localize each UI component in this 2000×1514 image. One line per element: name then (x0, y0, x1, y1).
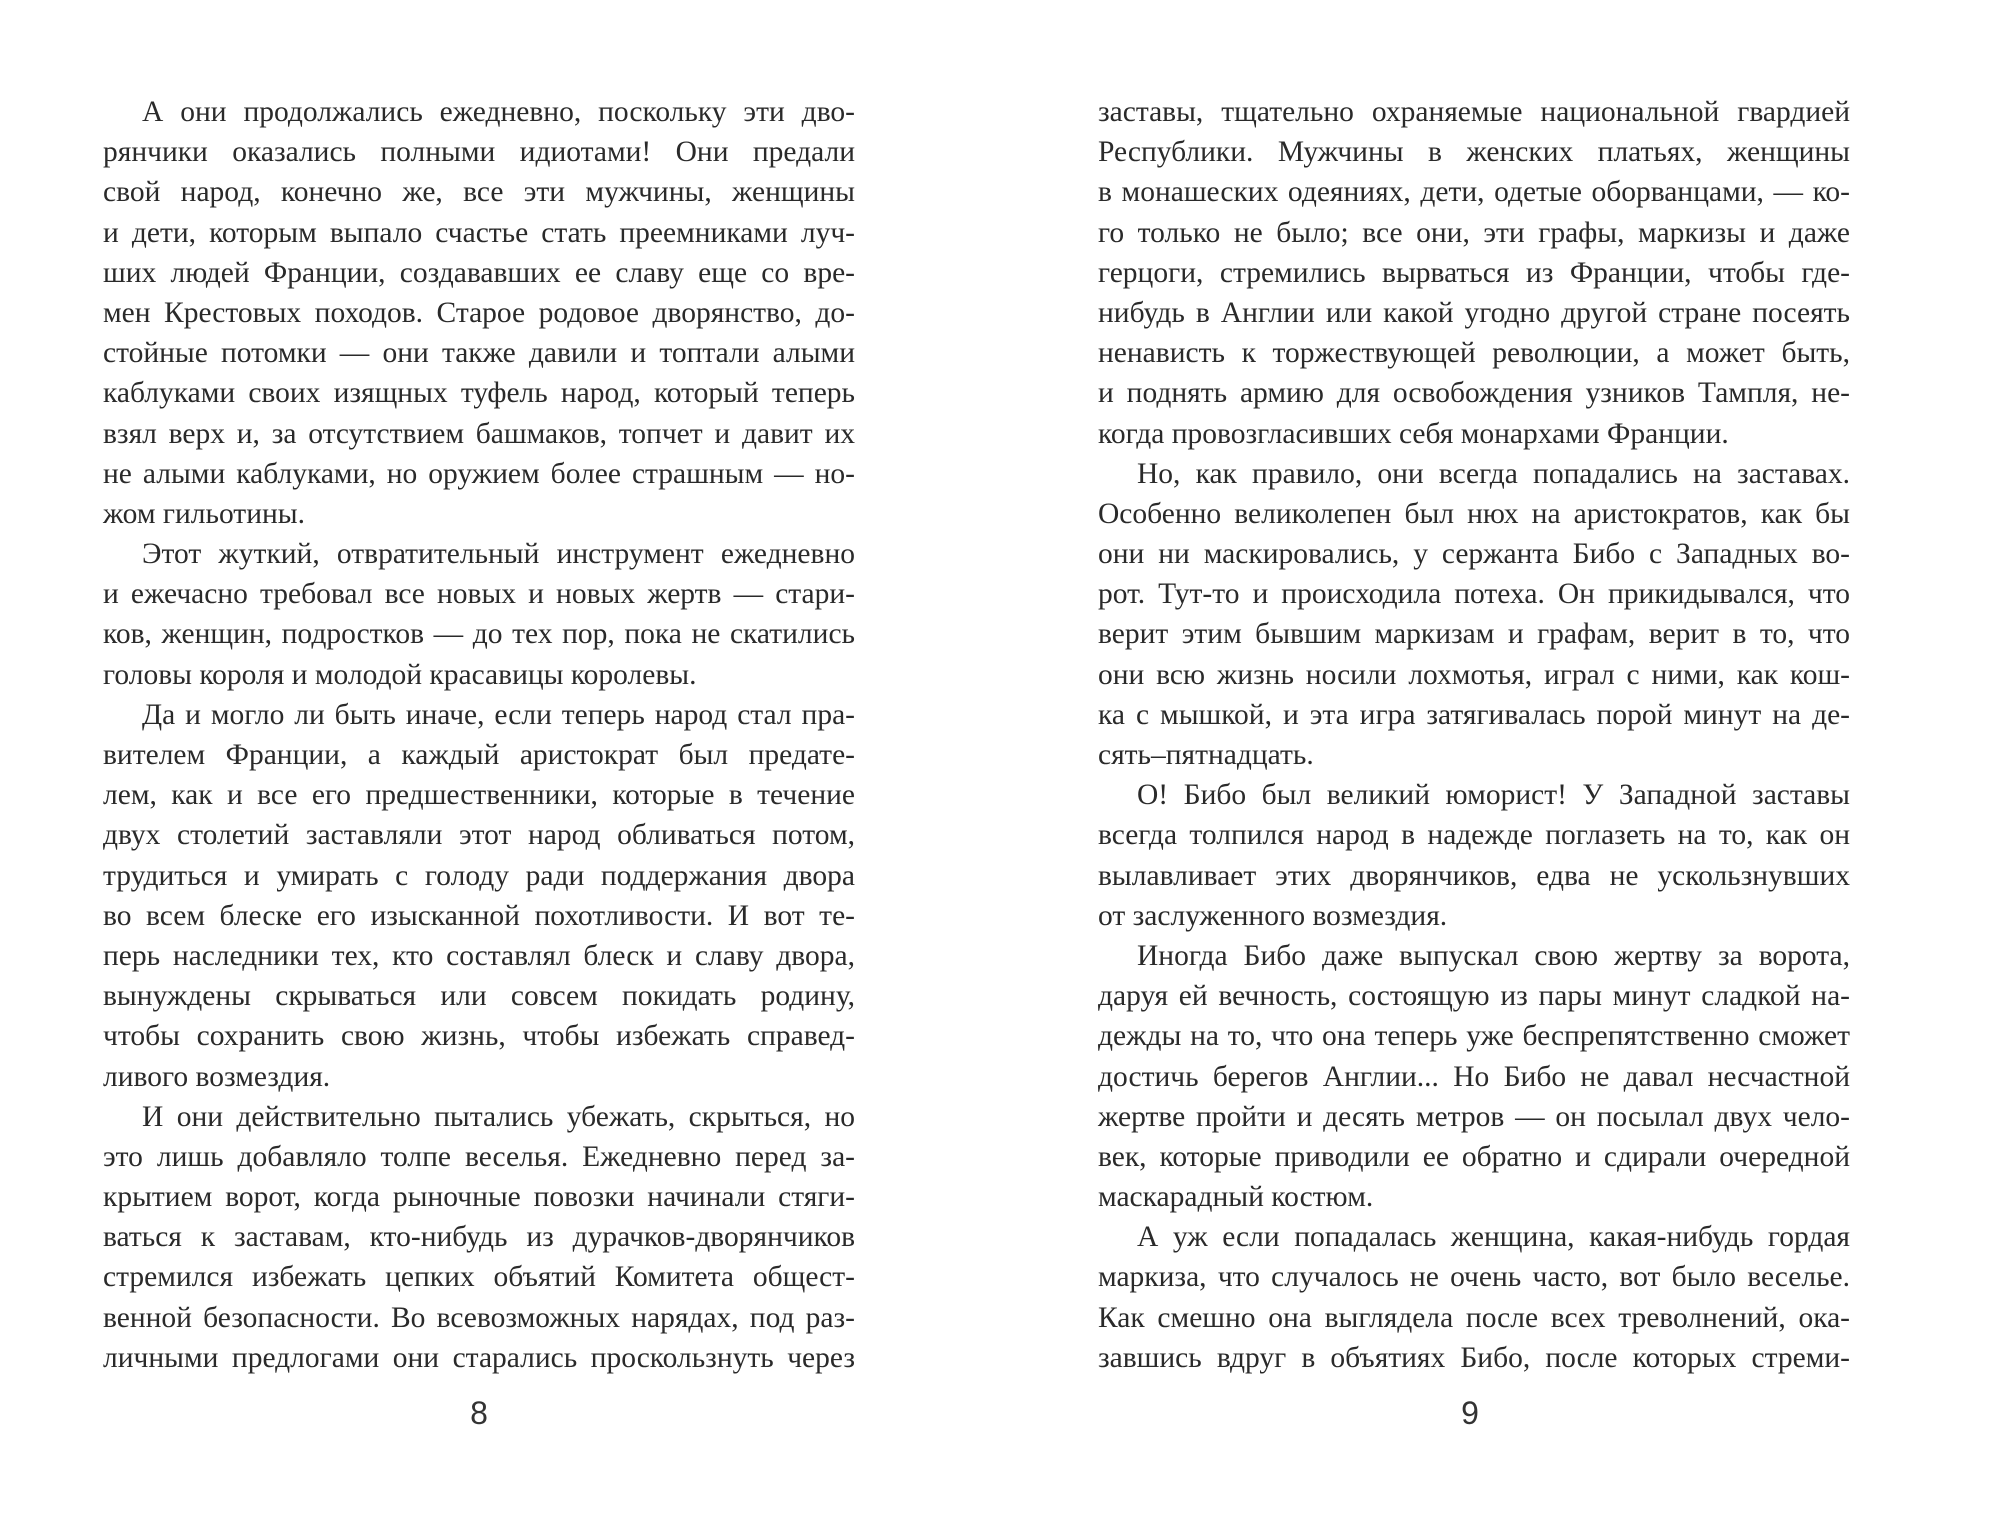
text-line: они ни маскировались, у сержанта Бибо с Западных во- (1098, 538, 1850, 571)
text-line: и ежечасно требовал все новых и новых жертв — стари- (103, 578, 855, 611)
text-line: во всем блеске его изысканной похотливости. И вот те- (103, 899, 855, 932)
right-page-body (1098, 92, 1850, 1378)
text-line: свой народ, конечно же, все эти мужчины, женщины (103, 176, 855, 209)
text-line: достичь берегов Англии... Но Бибо не давал несчастной (1098, 1060, 1850, 1093)
text-line: лем, как и все его предшественники, которые в течение (103, 779, 855, 812)
text-line: в монашеских одеяниях, дети, одетые оборванцами, — ко- (1098, 176, 1850, 209)
text-line: ков, женщин, подростков — до тех пор, пока не скатились (103, 618, 855, 651)
text-line: крытием ворот, когда рыночные повозки начинали стяги- (103, 1181, 855, 1214)
text-line: вынуждены скрываться или совсем покидать родину, (103, 980, 855, 1013)
text-line: от заслуженного возмездия. (1098, 899, 1448, 932)
text-line: вителем Франции, а каждый аристократ был предате- (103, 739, 855, 771)
text-line: и поднять армию для освобождения узников Тампля, не- (1098, 377, 1850, 410)
text-line: ливого возмездия. (103, 1060, 331, 1093)
text-line: маскарадный костюм. (1098, 1181, 1374, 1214)
text-line: рот. Тут-то и происходила потеха. Он прикидывался, что (1098, 578, 1850, 611)
text-line: маркиза, что случалось не очень часто, вот было веселье. (1098, 1261, 1850, 1294)
text-line: не алыми каблуками, но оружием более страшным — но- (103, 457, 855, 490)
text-line: верит этим бывшим маркизам и графам, верит в то, что (1098, 618, 1850, 651)
text-line: это лишь добавляло толпе веселья. Ежедневно перед за- (103, 1140, 855, 1173)
text-line: они всю жизнь носили лохмотья, играл с ними, как кош- (1098, 658, 1850, 691)
text-line: ваться к заставам, кто-нибудь из дурачков-дворянчиков (103, 1221, 855, 1254)
text-line: О! Бибо был великий юморист! У Западной заставы (1137, 779, 1850, 812)
text-line: Да и могло ли быть иначе, если теперь народ стал пра- (142, 698, 855, 731)
paragraph (1098, 936, 1850, 1217)
text-line: всегда толпился народ в надежде поглазеть на то, как он (1098, 819, 1850, 852)
text-line: сять–пятнадцать. (1098, 739, 1314, 771)
text-line: нибудь в Англии или какой угодно другой стране посеять (1098, 296, 1850, 329)
text-line: жом гильотины. (103, 497, 305, 530)
text-line: когда провозгласивших себя монархами Франции. (1098, 417, 1729, 450)
paragraph (103, 1097, 855, 1378)
text-line: венной безопасности. Во всевозможных нарядах, под раз- (103, 1301, 855, 1334)
text-line: Республики. Мужчины в женских платьях, женщины (1098, 136, 1850, 169)
text-line: перь наследники тех, кто составлял блеск и славу двора, (103, 939, 855, 972)
text-line: век, которые приводили ее обратно и сдирали очередной (1098, 1140, 1850, 1173)
paragraph (103, 695, 855, 1097)
text-line: Но, как правило, они всегда попадались на заставах. (1137, 457, 1850, 490)
text-line: дежды на то, что она теперь уже беспрепятственно сможет (1098, 1020, 1850, 1053)
text-line: ка с мышкой, и эта игра затягивалась порой минут на де- (1098, 698, 1850, 731)
text-line: Особенно великолепен был нюх на аристократов, как бы (1098, 497, 1850, 530)
text-line: стойные потомки — они также давили и топтали алыми (103, 337, 855, 370)
text-line: вылавливает этих дворянчиков, едва не ускользнувших (1098, 859, 1850, 892)
text-line: Как смешно она выглядела после всех треволнений, ока- (1098, 1301, 1850, 1334)
text-line: герцоги, стремились вырваться из Франции, чтобы где- (1098, 256, 1850, 289)
text-line: ненависть к торжествующей революции, а может быть, (1098, 337, 1850, 370)
text-line: трудиться и умирать с голоду ради поддержания двора (103, 859, 855, 892)
paragraph (103, 534, 855, 695)
paragraph (1098, 454, 1850, 776)
text-line: заставы, тщательно охраняемые национальной гвардией (1098, 96, 1850, 128)
left-page-number: 8 (470, 1395, 488, 1431)
text-line: даруя ей вечность, состоящую из пары минут сладкой на- (1098, 980, 1850, 1013)
text-line: чтобы сохранить свою жизнь, чтобы избежать справед- (103, 1020, 855, 1053)
text-line: ших людей Франции, создававших ее славу еще со вре- (103, 256, 855, 289)
paragraph (1098, 92, 1850, 454)
paragraph (103, 92, 855, 534)
text-line: личными предлогами они старались проскользнуть через (103, 1341, 855, 1374)
text-line: жертве пройти и десять метров — он посылал двух чело- (1098, 1100, 1850, 1133)
text-line: Этот жуткий, отвратительный инструмент ежедневно (142, 538, 855, 571)
text-line: каблуками своих изящных туфель народ, который теперь (103, 377, 855, 410)
text-line: го только не было; все они, эти графы, маркизы и даже (1098, 216, 1850, 249)
paragraph (1098, 1217, 1850, 1378)
text-line: стремился избежать цепких объятий Комитета общест- (103, 1261, 855, 1294)
text-line: рянчики оказались полными идиотами! Они предали (103, 136, 855, 169)
text-line: и дети, которым выпало счастье стать преемниками луч- (103, 216, 855, 249)
text-line: А они продолжались ежедневно, поскольку эти дво- (142, 96, 855, 128)
text-line: двух столетий заставляли этот народ обливаться потом, (103, 819, 855, 852)
text-line: взял верх и, за отсутствием башмаков, топчет и давит их (103, 417, 855, 450)
right-page-number: 9 (1461, 1395, 1479, 1431)
left-page-body (103, 92, 855, 1378)
text-line: завшись вдруг в объятиях Бибо, после которых стреми- (1098, 1341, 1850, 1374)
text-line: И они действительно пытались убежать, скрыться, но (142, 1100, 855, 1133)
text-line: Иногда Бибо даже выпускал свою жертву за ворота, (1137, 939, 1850, 972)
text-line: мен Крестовых походов. Старое родовое дворянство, до- (103, 296, 855, 329)
paragraph (1098, 775, 1850, 936)
text-line: головы короля и молодой красавицы королевы. (103, 658, 697, 691)
text-line: А уж если попадалась женщина, какая-нибудь гордая (1137, 1221, 1850, 1254)
